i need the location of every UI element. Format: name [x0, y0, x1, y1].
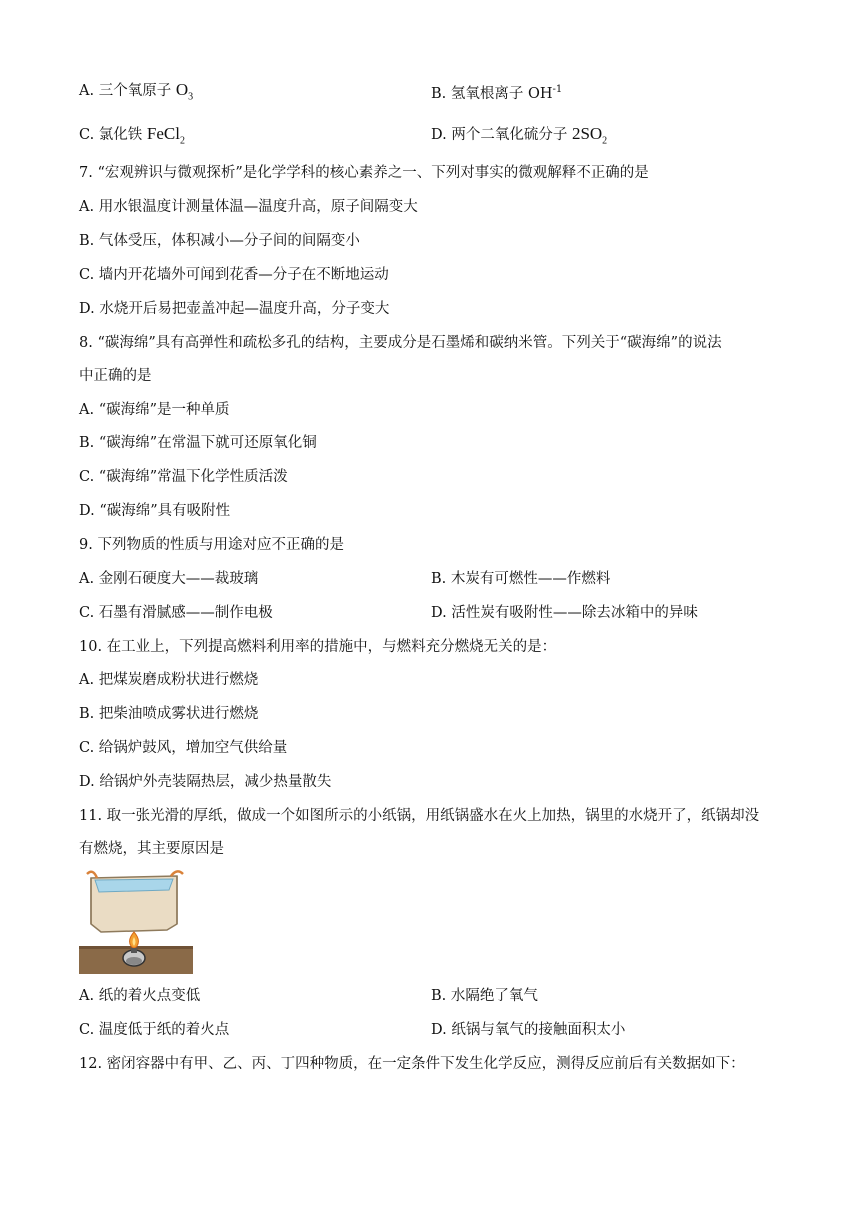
q9-option-c: C. 石墨有滑腻感——制作电极: [79, 605, 273, 621]
q6-option-c-formula: FeCl$_2$: [146, 124, 185, 147]
q11-option-d: D. 纸锅与氧气的接触面积太小: [431, 1022, 626, 1038]
q6-option-a-label: A. 三个氧原子: [79, 83, 172, 99]
q6-option-c: [79, 124, 185, 151]
q7-option-a: A. 用水银温度计测量体温—温度升高，原子间隔变大: [79, 199, 418, 215]
q6-option-a-formula: $O_3$: [175, 80, 194, 103]
paper-pot-figure: [79, 866, 193, 974]
q6-option-c-label: C. 氯化铁: [79, 127, 143, 143]
q8-stem-line-1: 8. “碳海绵”具有高弹性和疏松多孔的结构，主要成分是石墨烯和碳纳米管。下列关于“碳海绵”的说法: [79, 335, 722, 351]
q8-option-b: B. “碳海绵”在常温下就可还原氧化铜: [79, 435, 317, 451]
q10-option-c: C. 给锅炉鼓风，增加空气供给量: [79, 740, 288, 756]
q8-stem-line-2: 中正确的是: [79, 368, 152, 384]
q8-option-c: C. “碳海绵”常温下化学性质活泼: [79, 469, 288, 485]
q11-option-c: C. 温度低于纸的着火点: [79, 1022, 230, 1038]
q7-option-d: D. 水烧开后易把壶盖冲起—温度升高，分子变大: [79, 301, 390, 317]
q8-option-d: D. “碳海绵”具有吸附性: [79, 503, 231, 519]
q6-option-d-label: D. 两个二氧化硫分子: [431, 127, 568, 143]
q10-option-d: D. 给锅炉外壳装隔热层，减少热量散失: [79, 774, 332, 790]
q9-option-d: D. 活性炭有吸附性——除去冰箱中的异味: [431, 605, 698, 621]
q7-option-b: B. 气体受压，体积减小—分子间的间隔变小: [79, 233, 360, 249]
water: [95, 879, 173, 892]
q11-stem-line-1: 11. 取一张光滑的厚纸，做成一个如图所示的小纸锅，用纸锅盛水在火上加热，锅里的水烧开了，纸锅却没: [79, 808, 760, 824]
q6-option-b: [431, 80, 562, 104]
q9-option-a: A. 金刚石硬度大——裁玻璃: [79, 571, 259, 587]
q11-stem-line-2: 有燃烧，其主要原因是: [79, 841, 224, 857]
q11-option-b: B. 水隔绝了氧气: [431, 988, 538, 1004]
q7-stem: 7. “宏观辨识与微观探析”是化学学科的核心素养之一、下列对事实的微观解释不正确的是: [79, 165, 649, 181]
q6-option-d-formula: $2SO_2$: [571, 124, 608, 147]
q10-stem: 10. 在工业上，下列提高燃料利用率的措施中，与燃料充分燃烧无关的是：: [79, 639, 557, 655]
q10-option-b: B. 把柴油喷成雾状进行燃烧: [79, 706, 259, 722]
q12-stem: 12. 密闭容器中有甲、乙、丙、丁四种物质，在一定条件下发生化学反应，测得反应前后有关数据如下：: [79, 1056, 745, 1072]
q7-option-c: C. 墙内开花墙外可闻到花香—分子在不断地运动: [79, 267, 389, 283]
q6-option-b-label: B. 氢氧根离子 OH: [431, 85, 553, 102]
q6-option-a: [79, 80, 193, 107]
q8-option-a: A. “碳海绵”是一种单质: [79, 402, 230, 418]
q6-option-b-charge: -1: [552, 84, 563, 95]
q11-option-a: A. 纸的着火点变低: [79, 988, 201, 1004]
q6-option-d: [431, 124, 607, 151]
q9-option-b: B. 木炭有可燃性——作燃料: [431, 571, 611, 587]
paper-pot-illustration: [79, 866, 193, 974]
q10-option-a: A. 把煤炭磨成粉状进行燃烧: [79, 672, 259, 688]
q9-stem: 9. 下列物质的性质与用途对应不正确的是: [79, 537, 344, 553]
